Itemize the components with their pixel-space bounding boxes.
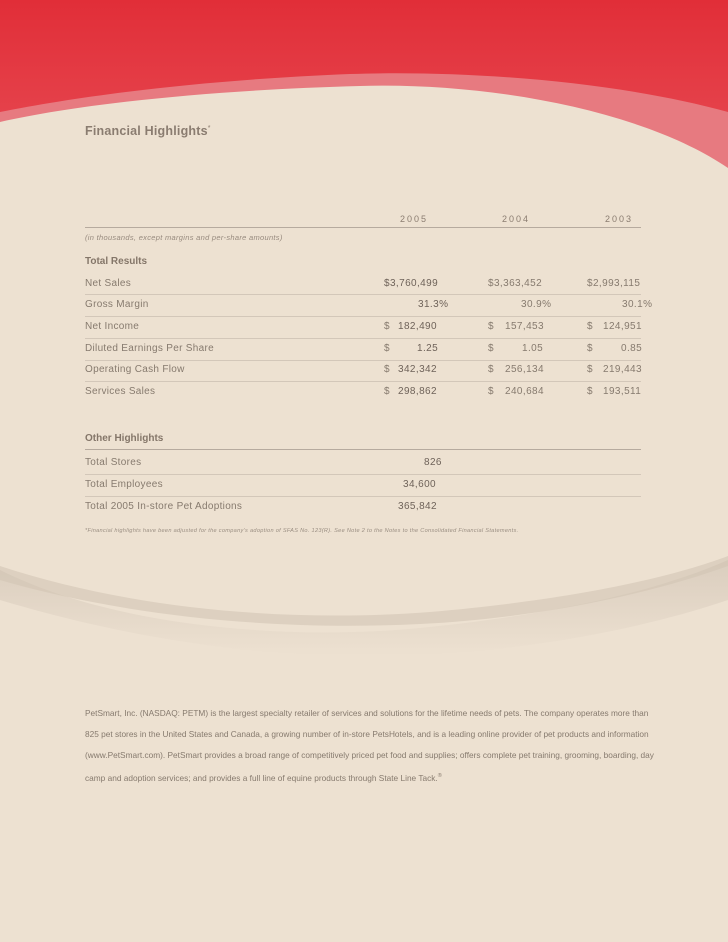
- row-label: Services Sales: [85, 386, 156, 397]
- currency-2004: $: [488, 364, 494, 375]
- value-2004: 30.9%: [521, 299, 552, 310]
- row-label: Net Sales: [85, 278, 132, 289]
- section-rule: [85, 449, 641, 450]
- row-label: Total Employees: [85, 479, 163, 490]
- other-highlights-heading: Other Highlights: [85, 433, 164, 444]
- row-label: Total Stores: [85, 457, 142, 468]
- row-label: Diluted Earnings Per Share: [85, 343, 214, 354]
- currency-2005: $: [384, 364, 390, 375]
- value-2004: 256,134: [505, 364, 544, 375]
- row-label: Total 2005 In-store Pet Adoptions: [85, 501, 243, 512]
- row-divider: [85, 294, 641, 295]
- currency-2003: $: [587, 321, 593, 332]
- currency-2005: $: [384, 321, 390, 332]
- row-label: Net Income: [85, 321, 140, 332]
- value-2005: 342,342: [398, 364, 437, 375]
- value-2005: 182,490: [398, 321, 437, 332]
- currency-2004: $: [488, 386, 494, 397]
- currency-2005: $: [384, 343, 390, 354]
- value-2003: 193,511: [603, 386, 642, 397]
- row-divider: [85, 338, 641, 339]
- value-2004: $3,363,452: [488, 278, 543, 289]
- value-2003: 30.1%: [622, 299, 653, 310]
- currency-2004: $: [488, 321, 494, 332]
- value-2005: 365,842: [398, 501, 437, 512]
- row-divider: [85, 316, 641, 317]
- page-title: Financial Highlights*: [85, 124, 211, 138]
- row-label: Gross Margin: [85, 299, 149, 310]
- value-2005: 298,862: [398, 386, 437, 397]
- row-divider: [85, 360, 641, 361]
- footnote: *Financial highlights have been adjusted for the company’s adoption of SFAS No. 123(R). See Note 2 to the Notes to the Consolidated Financial Statements.: [85, 528, 519, 534]
- header-rule: [85, 227, 641, 228]
- total-results-heading: Total Results: [85, 256, 148, 267]
- year-header-2003: 2003: [605, 214, 634, 224]
- currency-2005: $: [384, 386, 390, 397]
- row-divider: [85, 496, 641, 497]
- year-header-2005: 2005: [400, 214, 429, 224]
- currency-2003: $: [587, 386, 593, 397]
- value-2004: 240,684: [505, 386, 544, 397]
- value-2003: 0.85: [621, 343, 643, 354]
- row-label: Operating Cash Flow: [85, 364, 185, 375]
- value-2004: 1.05: [522, 343, 544, 354]
- currency-2003: $: [587, 364, 593, 375]
- row-divider: [85, 381, 641, 382]
- value-2005: $3,760,499: [384, 278, 439, 289]
- value-2005: 34,600: [403, 479, 436, 490]
- value-2004: 157,453: [505, 321, 544, 332]
- value-2005: 31.3%: [418, 299, 449, 310]
- row-divider: [85, 474, 641, 475]
- value-2003: $2,993,115: [587, 278, 641, 289]
- currency-2004: $: [488, 343, 494, 354]
- units-note: (in thousands, except margins and per-share amounts): [85, 233, 283, 242]
- value-2003: 124,951: [603, 321, 642, 332]
- value-2005: 826: [424, 457, 442, 468]
- value-2003: 219,443: [603, 364, 642, 375]
- currency-2003: $: [587, 343, 593, 354]
- year-header-2004: 2004: [502, 214, 531, 224]
- value-2005: 1.25: [417, 343, 439, 354]
- company-description: PetSmart, Inc. (NASDAQ: PETM) is the largest specialty retailer of services and solutions for the lifetime needs of pets. The company operates more than 825 pet stores in the United States and Canada, a growing number of in-store PetsHotels, and is a leading online provider of pet products and information (www.PetSmart.com). PetSmart provides a broad range of competitively priced pet food and supplies; offers complete pet training, grooming, boarding, day camp and adoption services; and provides a full line of equine products through State Line Tack.®: [85, 708, 654, 783]
